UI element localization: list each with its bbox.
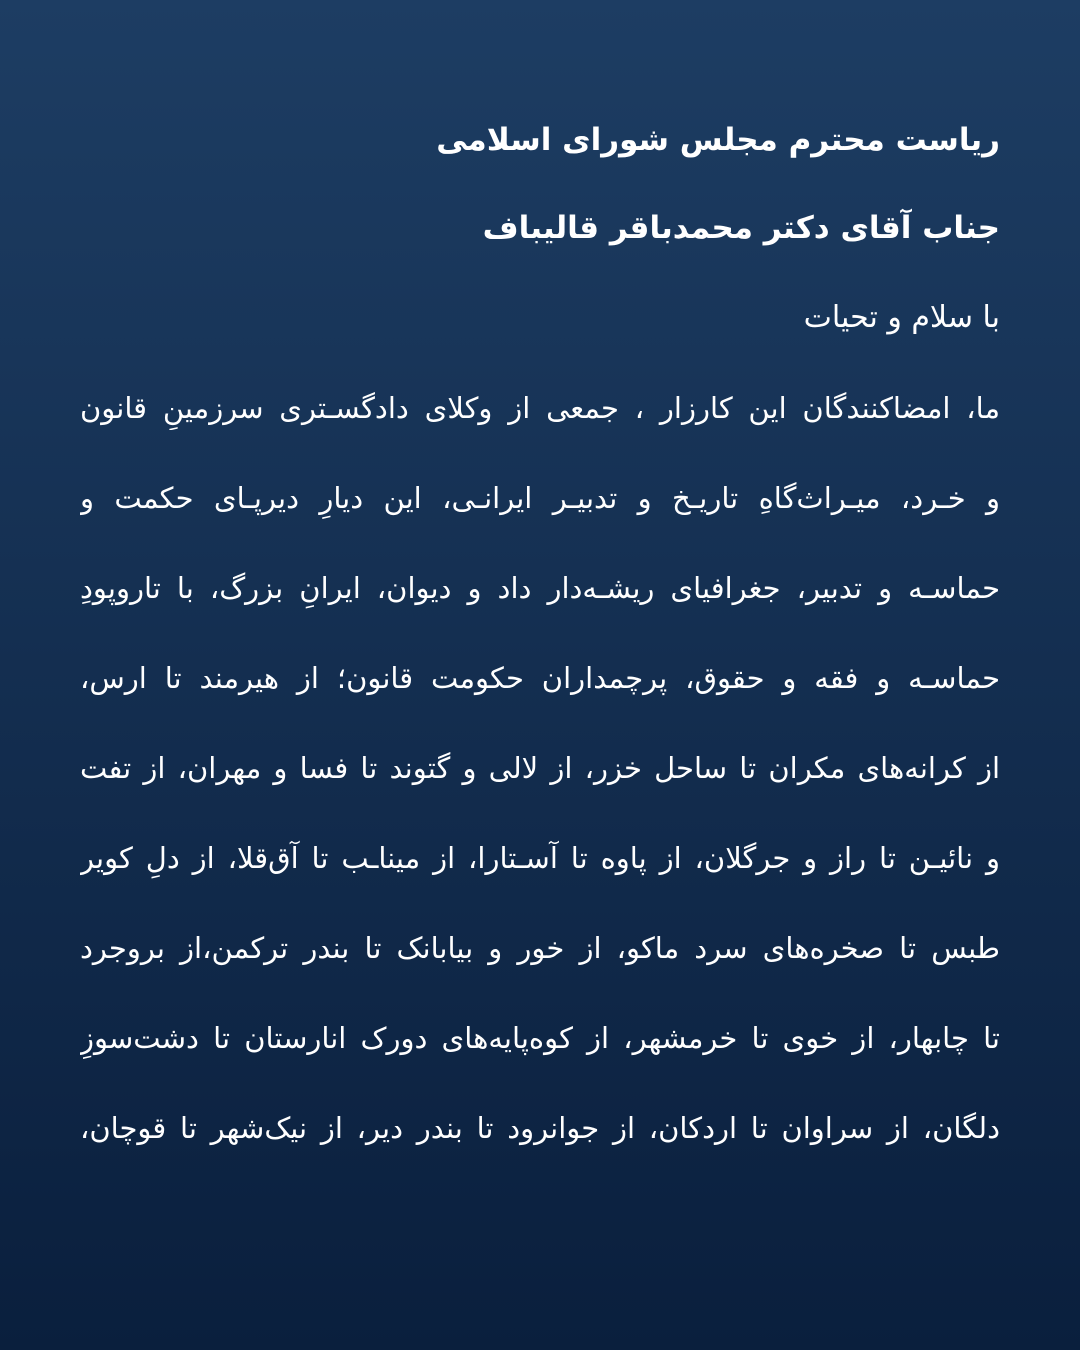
body-line: حماسـه و فقه و حقوق، پرچمداران حکومت قانون؛ از هیرمند تا ارس،: [80, 661, 1000, 695]
greeting: با سلام و تحیات: [803, 300, 1000, 335]
body-line: دلگان، از سراوان تا اردکان، از جوانرود تا بندر دیر، از نیک‌شهر تا قوچان،: [80, 1111, 1000, 1145]
body-line: از کرانه‌های مکران تا ساحل خزر، از لالی و گتوند تا فسا و مهران، از تفت: [80, 751, 1000, 785]
body-line: حماسـه و تدبیر، جغرافیای ریشـه‌دار داد و دیوان، ایرانِ بزرگ، با تاروپودِ: [80, 571, 1000, 605]
letter-body: [80, 386, 1000, 1150]
body-line: ما، امضاکنندگان این کارزار ، جمعی از وکلای دادگسـتری سرزمینِ قانون: [80, 391, 1000, 425]
body-line: تا چابهار، از خوی تا خرمشهر، از کوه‌پایه‌های دورک انارستان تا دشت‌سوزِ: [80, 1021, 1000, 1055]
addressee-name: جناب آقای دکتر محمدباقر قالیباف: [482, 210, 1000, 246]
body-line: و خـرد، میـراث‌گاهِ تاریـخ و تدبیـر ایرانـی، این دیارِ دیرپـای حکمت و: [80, 481, 1000, 515]
addressee-title: ریاست محترم مجلس شورای اسلامی: [436, 122, 1000, 158]
body-line: و نائیـن تا راز و جرگلان، از پاوه تا آسـتارا، از میناـب تا آق‌قلا، از دلِ کویر: [80, 841, 1000, 875]
body-line: طبس تا صخره‌های سرد ماکو، از خور و بیابانک تا بندر ترکمن،از بروجرد: [80, 931, 1000, 965]
